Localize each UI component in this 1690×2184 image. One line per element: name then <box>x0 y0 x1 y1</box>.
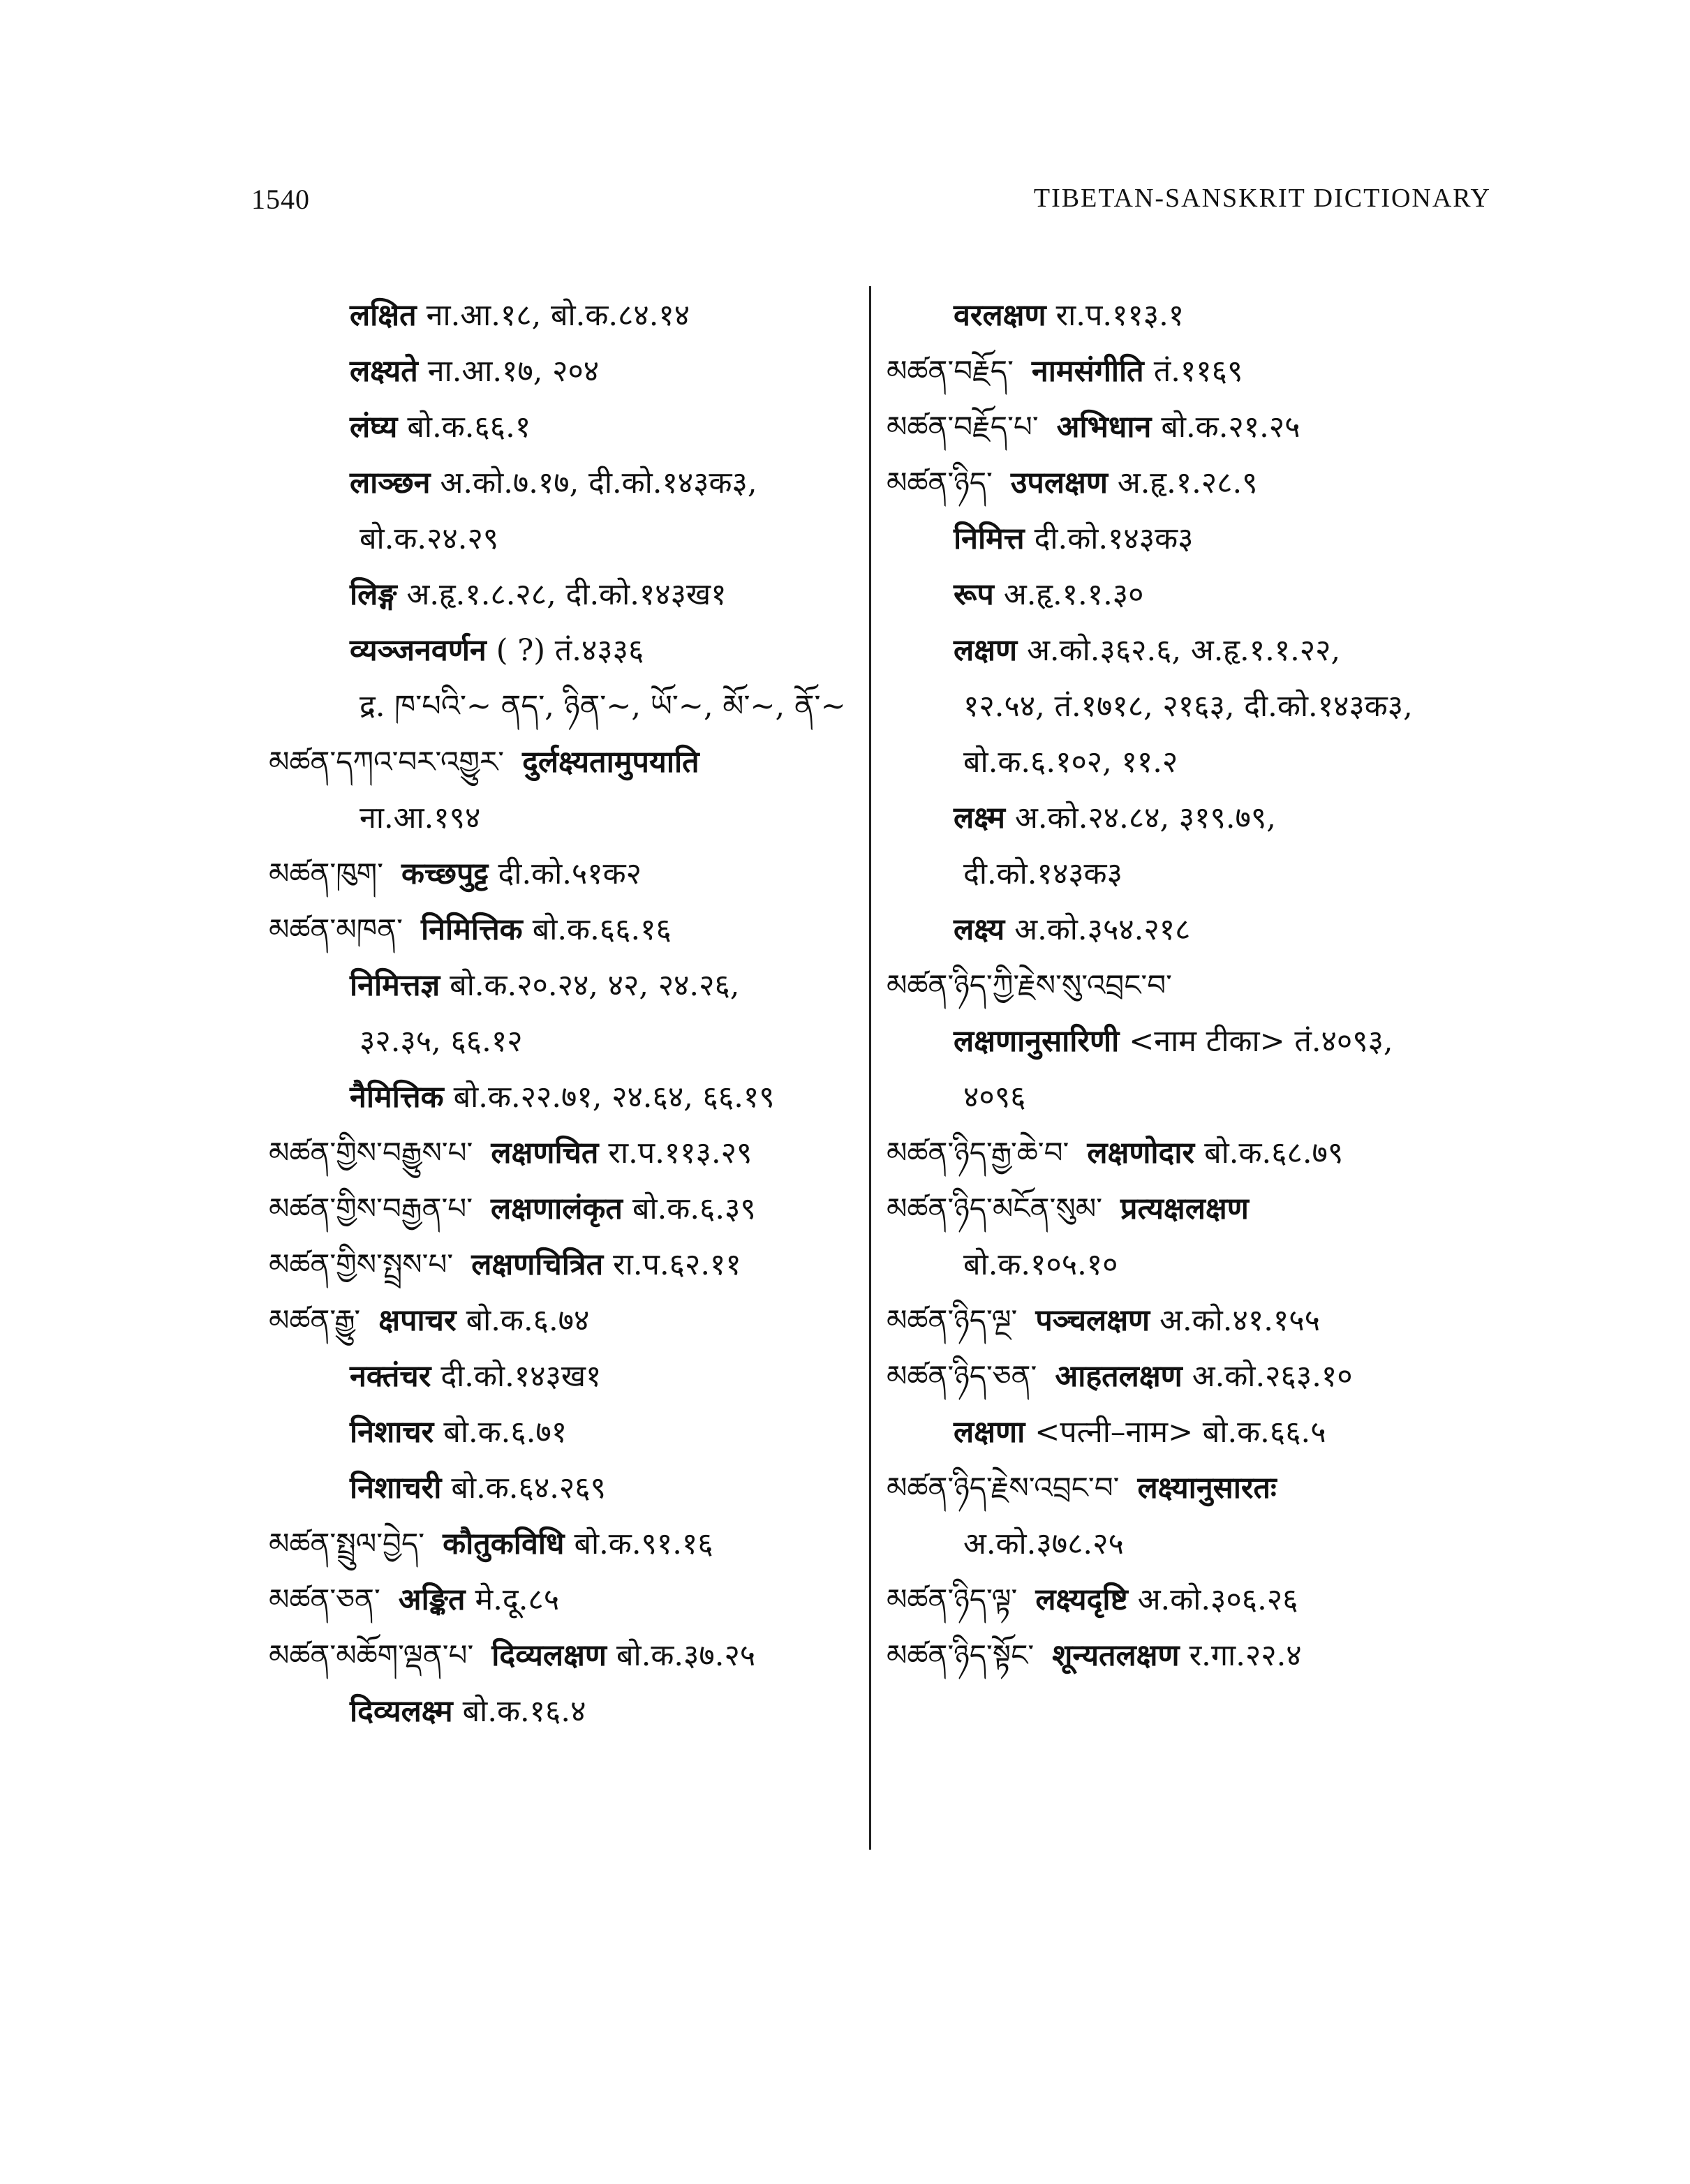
entry-subline <box>269 678 848 734</box>
source-reference: बो.क.२२.७१, २४.६४, ६६.१९ <box>453 1080 775 1115</box>
source-reference: अ.को.२६३.१० <box>1192 1359 1353 1394</box>
source-reference: मे.दू.८५ <box>475 1582 560 1617</box>
entry-subline <box>269 1069 848 1125</box>
tibetan-headword: མཚན་ཉིད་རྒྱ་ཆེ་བ་ <box>887 1136 1069 1170</box>
sanskrit-equivalent: नामसंगीति <box>1031 354 1144 389</box>
sanskrit-equivalent: रूप <box>954 577 994 612</box>
sanskrit-equivalent: पञ्चलक्षण <box>1035 1303 1150 1338</box>
source-reference: अ.को.३७८.२५ <box>963 1526 1124 1561</box>
entry-headline <box>269 1237 848 1293</box>
sanskrit-equivalent: क्षपाचर <box>378 1303 457 1338</box>
source-reference: ना.आ.१८, बो.क.८४.१४ <box>426 298 690 333</box>
sanskrit-equivalent: लिङ्ग <box>350 577 397 612</box>
entry-subline <box>887 678 1501 734</box>
left-column <box>269 288 848 1739</box>
sanskrit-equivalent: लक्ष्यदृष्टि <box>1035 1582 1128 1617</box>
sanskrit-equivalent: कौतुकविधि <box>443 1526 565 1561</box>
entry-subline <box>887 288 1501 343</box>
tibetan-headword: མཚན་ཉིད་ལྔ་ <box>887 1303 1018 1337</box>
running-title: TIBETAN-SANSKRIT DICTIONARY <box>1033 184 1491 213</box>
sanskrit-equivalent: निमित्त <box>954 521 1025 556</box>
entry-headline <box>269 734 848 790</box>
entry-subline <box>887 790 1501 846</box>
entry-headline <box>887 1460 1501 1516</box>
source-reference: ३२.३५, ६६.१२ <box>360 1024 523 1059</box>
right-column <box>887 288 1501 1684</box>
source-reference: बो.क.६६.१६ <box>532 912 672 947</box>
entry-headline <box>887 1349 1501 1404</box>
entry-subline <box>887 511 1501 567</box>
source-reference: <पत्नी–नाम> बो.क.६६.५ <box>1035 1415 1326 1450</box>
source-reference: १२.५४, तं.१७१८, २१६३, दी.को.१४३क३, <box>963 689 1413 724</box>
sanskrit-equivalent: लक्षणानुसारिणी <box>954 1024 1120 1059</box>
sanskrit-equivalent: लक्षणोदार <box>1087 1136 1195 1171</box>
source-reference: ( ?) तं.४३३६ <box>496 633 644 668</box>
entry-subline <box>887 846 1501 902</box>
tibetan-headword: མཚན་ཉིད་སྟོང་ <box>887 1638 1035 1672</box>
sanskrit-equivalent: प्रत्यक्षलक्षण <box>1120 1191 1249 1226</box>
entry-subline <box>887 567 1501 623</box>
source-reference: बो.क.३७.२५ <box>616 1638 756 1673</box>
source-reference: रा.प.११३.१ <box>1055 298 1185 333</box>
source-reference: अ.हृ.१.१.३० <box>1003 577 1144 612</box>
tibetan-headword: མཚན་ཉིད་རྗེས་འབྲང་བ་ <box>887 1471 1120 1505</box>
source-reference: बो.क.६६.१ <box>407 410 531 445</box>
source-reference: ना.आ.१९४ <box>360 801 481 835</box>
entry-headline <box>887 1572 1501 1628</box>
sanskrit-equivalent: निशाचरी <box>350 1471 442 1506</box>
entry-subline <box>269 623 848 678</box>
entry-subline <box>887 623 1501 678</box>
tibetan-headword: མཚན་ཉིད་མངོན་སུམ་ <box>887 1191 1103 1226</box>
sanskrit-equivalent: कच्छपुट्ट <box>401 856 489 891</box>
entry-headline <box>887 1628 1501 1684</box>
tibetan-headword: མཚན་བརྗོད་པ་ <box>887 410 1039 444</box>
sanskrit-equivalent: दिव्यलक्षण <box>491 1638 607 1673</box>
sanskrit-equivalent: लाञ्छन <box>350 466 431 500</box>
entry-headline <box>269 1293 848 1349</box>
page-number: 1540 <box>251 184 310 215</box>
sanskrit-equivalent: लंघ्य <box>350 410 398 445</box>
source-reference: रा.प.११३.२९ <box>608 1136 753 1171</box>
source-reference: अ.को.७.१७, दी.को.१४३क३, <box>440 466 757 500</box>
entry-headline <box>269 902 848 958</box>
sanskrit-equivalent: नक्तंचर <box>350 1359 431 1394</box>
sanskrit-equivalent: लक्ष्यते <box>350 354 418 389</box>
sanskrit-equivalent: लक्षणा <box>954 1415 1025 1450</box>
entry-headline <box>887 399 1501 455</box>
source-reference: बो.क.६.३९ <box>632 1191 756 1226</box>
entry-subline <box>887 1237 1501 1293</box>
source-reference: र.गा.२२.४ <box>1189 1638 1302 1673</box>
source-reference: दी.को.५१क२ <box>498 856 642 891</box>
tibetan-headword: མཚན་རྒྱུ་ <box>269 1303 361 1337</box>
tibetan-headword: མཚན་གྱིས་བརྒྱན་པ་ <box>269 1191 473 1226</box>
sanskrit-equivalent: लक्षण <box>954 633 1018 668</box>
sanskrit-equivalent: निशाचर <box>350 1415 434 1450</box>
tibetan-headword: མཚན་ཉིད་ <box>887 466 993 500</box>
source-reference: ४०९६ <box>963 1080 1026 1115</box>
entry-subline <box>269 399 848 455</box>
sanskrit-equivalent: दुर्लक्ष्यतामुपयाति <box>522 745 699 780</box>
sanskrit-equivalent: अङ्कित <box>398 1582 466 1617</box>
source-reference: अ.को.२४.८४, ३१९.७९, <box>1015 801 1276 835</box>
tibetan-headword: མཚན་གྱིས་སྤྲས་པ་ <box>269 1247 454 1282</box>
source-reference: तं.११६९ <box>1153 354 1243 389</box>
source-reference: बो.क.६८.७९ <box>1204 1136 1344 1171</box>
tibetan-headword: མཚན་ཁུག་ <box>269 856 384 891</box>
sanskrit-equivalent: अभिधान <box>1056 410 1152 445</box>
source-reference: अ.को.३०६.२६ <box>1137 1582 1298 1617</box>
tibetan-headword: མཚན་དཀའ་བར་འགྱུར་ <box>269 745 505 779</box>
source-reference: दी.को.१४३क३ <box>1034 521 1194 556</box>
tibetan-headword: མཚན་སྤྲུལ་བྱེད་ <box>269 1526 425 1561</box>
sanskrit-equivalent: आहतलक्षण <box>1055 1359 1183 1394</box>
sanskrit-equivalent: दिव्यलक्ष्म <box>350 1694 453 1729</box>
entry-subline <box>887 734 1501 790</box>
source-reference: अ.हृ.१.८.२८, दी.को.१४३ख१ <box>406 577 727 612</box>
sanskrit-equivalent: लक्षणालंकृत <box>491 1191 623 1226</box>
sanskrit-equivalent: लक्ष्य <box>954 912 1005 947</box>
entry-headline <box>887 958 1501 1013</box>
entry-headline <box>269 1572 848 1628</box>
sanskrit-equivalent: निमित्तिक <box>420 912 523 947</box>
page-header <box>0 183 1690 225</box>
source-reference: बो.क.९१.१६ <box>574 1526 713 1561</box>
entry-headline <box>887 455 1501 511</box>
entry-subline <box>887 1069 1501 1125</box>
sanskrit-equivalent: व्यञ्जनवर्णन <box>350 633 487 668</box>
sanskrit-equivalent: लक्षणचित्रित <box>471 1247 604 1282</box>
entry-headline <box>269 1181 848 1237</box>
source-reference: दी.को.१४३क३ <box>963 856 1122 891</box>
entry-subline <box>269 511 848 567</box>
entry-subline <box>269 455 848 511</box>
sanskrit-equivalent: नैमित्तिक <box>350 1080 444 1115</box>
tibetan-headword: མཚན་བརྗོད་ <box>887 354 1014 388</box>
entry-subline <box>269 790 848 846</box>
sanskrit-equivalent: लक्षित <box>350 298 417 333</box>
source-reference: बो.क.६४.२६९ <box>451 1471 606 1506</box>
entry-subline <box>269 343 848 399</box>
entry-headline <box>269 1125 848 1181</box>
entry-subline <box>887 1404 1501 1460</box>
source-reference: बो.क.२०.२४, ४२, २४.२६, <box>450 968 740 1003</box>
entry-subline <box>269 1349 848 1404</box>
tibetan-headword: མཚན་མཁན་ <box>269 912 403 946</box>
entry-headline <box>887 343 1501 399</box>
tibetan-headword: མཚན་མཆོག་ལྡན་པ་ <box>269 1638 474 1672</box>
source-reference: बो.क.२४.२९ <box>360 521 499 556</box>
source-reference: बो.क.१०५.१० <box>963 1247 1118 1282</box>
sanskrit-equivalent: शून्यतलक्षण <box>1052 1638 1180 1673</box>
source-reference: बो.क.६.७१ <box>443 1415 568 1450</box>
tibetan-headword: མཚན་ཉིད་ཅན་ <box>887 1359 1037 1393</box>
entry-subline <box>269 1013 848 1069</box>
entry-headline <box>887 1293 1501 1349</box>
entry-subline <box>269 567 848 623</box>
sanskrit-equivalent: लक्ष्म <box>954 801 1006 835</box>
entry-headline <box>887 1181 1501 1237</box>
entry-headline <box>269 846 848 902</box>
tibetan-headword: མཚན་གྱིས་བརྒྱུས་པ་ <box>269 1136 473 1170</box>
source-reference: अ.को.४१.१५५ <box>1159 1303 1320 1338</box>
entry-subline <box>269 288 848 343</box>
source-reference: <नाम टीका> तं.४०९३, <box>1129 1024 1393 1059</box>
entry-subline <box>887 1013 1501 1069</box>
sanskrit-equivalent: निमित्तज्ञ <box>350 968 440 1003</box>
entry-headline <box>269 1516 848 1572</box>
entry-headline <box>269 1628 848 1684</box>
sanskrit-equivalent: लक्षणचित <box>491 1136 599 1171</box>
entry-subline <box>269 1460 848 1516</box>
source-reference: बो.क.६.७४ <box>466 1303 590 1338</box>
source-reference: ना.आ.१७, २०४ <box>427 354 600 389</box>
sanskrit-equivalent: वरलक्षण <box>954 298 1046 333</box>
source-reference: बो.क.१६.४ <box>462 1694 586 1729</box>
source-reference: अ.को.३६२.६, अ.हृ.१.१.२२, <box>1027 633 1341 668</box>
tibetan-headword: མཚན་ཉིད་ཀྱི་རྗེས་སུ་འབྲང་བ་ <box>887 968 1172 1002</box>
entry-subline <box>269 958 848 1013</box>
sanskrit-equivalent: उपलक्षण <box>1010 466 1108 500</box>
tibetan-headword: མཚན་ཅན་ <box>269 1582 380 1617</box>
source-reference: बो.क.६.१०२, ११.२ <box>963 745 1178 780</box>
sanskrit-equivalent: लक्ष्यानुसारतः <box>1137 1471 1277 1506</box>
source-reference: द्र. ཁ་པའི་~ ནད་, ཉིན་~, ཡོ་~, མོ་~, ནོ་~ <box>360 689 846 724</box>
entry-headline <box>887 1125 1501 1181</box>
source-reference: दी.को.१४३ख१ <box>440 1359 602 1394</box>
entry-subline <box>269 1404 848 1460</box>
source-reference: अ.हृ.१.२८.९ <box>1117 466 1258 500</box>
entry-subline <box>887 902 1501 958</box>
entry-subline <box>887 1516 1501 1572</box>
tibetan-headword: མཚན་ཉིད་ལྟ་ <box>887 1582 1018 1617</box>
source-reference: अ.को.३५४.२१८ <box>1014 912 1191 947</box>
source-reference: रा.प.६२.११ <box>613 1247 741 1282</box>
entry-subline <box>269 1684 848 1739</box>
source-reference: बो.क.२१.२५ <box>1161 410 1300 445</box>
column-divider <box>869 286 871 1850</box>
